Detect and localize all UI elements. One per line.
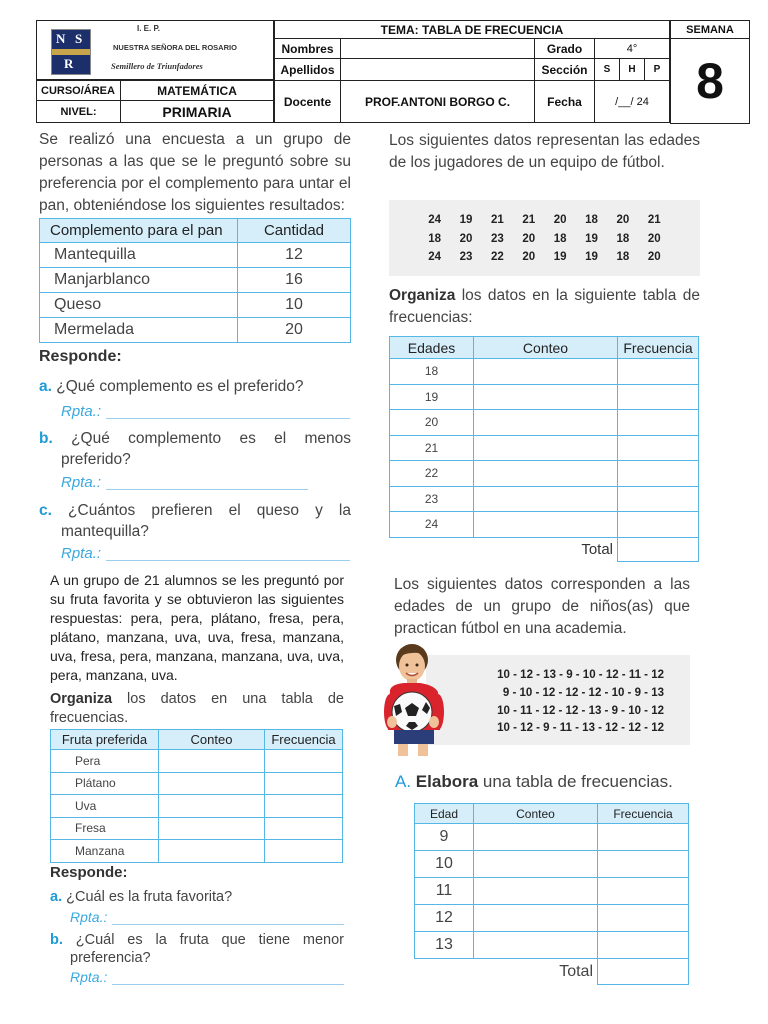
ex3-conteo-cell[interactable] <box>474 359 618 385</box>
ex4-data-row-4: 10 - 12 - 9 - 11 - 13 - 12 - 12 - 12 <box>497 722 664 734</box>
ex4-conteo-cell[interactable] <box>474 905 598 932</box>
ex1-complement-table <box>39 218 351 343</box>
table-row <box>415 905 689 932</box>
ex1-question-b: b. ¿Qué complemento es el menos preferido? <box>39 430 351 468</box>
semana-label: SEMANA <box>671 21 750 39</box>
ex1-rpta-c-label: Rpta.: <box>61 545 102 562</box>
ex2-question-a: a. ¿Cuál es la fruta favorita? <box>50 889 233 905</box>
ex1-item: Manjarblanco <box>40 268 238 293</box>
ex4-frecuencia-cell[interactable] <box>598 824 689 851</box>
ex3-edad: 20 <box>390 410 474 436</box>
ex3-edad: 19 <box>390 384 474 410</box>
table-row <box>51 840 343 863</box>
ex2-fruit-table <box>50 729 343 863</box>
school-crest-icon: N S R <box>51 29 91 75</box>
table-row <box>415 878 689 905</box>
table-row <box>390 410 699 436</box>
ex3-edad: 24 <box>390 512 474 538</box>
ex2-col-frecuencia: Frecuencia <box>265 730 343 750</box>
ex1-col-complemento: Complemento para el pan <box>40 219 238 243</box>
ex1-qty: 20 <box>238 318 351 343</box>
seccion-label: Sección <box>535 59 595 81</box>
ex1-rpta-b-label: Rpta.: <box>61 474 102 491</box>
table-row <box>390 384 699 410</box>
student-info-table <box>274 20 670 123</box>
ex1-question-a: a. ¿Qué complemento es el preferido? <box>39 378 304 395</box>
ex2-conteo-cell[interactable] <box>159 840 265 863</box>
table-row <box>51 750 343 773</box>
ex4-task: A. Elabora una tabla de frecuencias. <box>395 772 673 791</box>
curso-value: MATEMÁTICA <box>121 81 274 101</box>
ex4-conteo-cell[interactable] <box>474 824 598 851</box>
ex2-intro: A un grupo de 21 alumnos se les preguntó por su fruta favorita y se obtuvieron las siguientes respuestas: pera, pera, plátano, fresa, pera, plátano, manzana, uva, uva, fresa, manzana, uva, fresa, pera, manzana, manzana, uva, uva, pera, manzana, uva. <box>50 572 344 683</box>
ex2-question-b: b. ¿Cuál es la fruta que tiene menor preferencia? <box>50 932 345 966</box>
ex2-frecuencia-cell[interactable] <box>265 795 343 818</box>
ex3-frecuencia-cell[interactable] <box>618 384 699 410</box>
ex3-edad: 23 <box>390 486 474 512</box>
docente-label: Docente <box>275 81 341 123</box>
fecha-value: /__/ 24 <box>595 81 670 123</box>
seccion-option-p[interactable]: P <box>653 64 661 75</box>
ex1-item: Queso <box>40 293 238 318</box>
ex4-conteo-cell[interactable] <box>474 878 598 905</box>
ex2-fruit: Pera <box>51 750 159 773</box>
ex1-item: Mantequilla <box>40 243 238 268</box>
table-row <box>415 851 689 878</box>
ex3-frecuencia-cell[interactable] <box>618 359 699 385</box>
ex1-item: Mermelada <box>40 318 238 343</box>
ex2-frecuencia-cell[interactable] <box>265 817 343 840</box>
ex2-col-conteo: Conteo <box>159 730 265 750</box>
ex3-frecuencia-cell[interactable] <box>618 435 699 461</box>
ex2-rpta-a-label: Rpta.: <box>70 909 108 925</box>
seccion-option-h[interactable]: H <box>620 59 645 80</box>
ex3-data-box <box>389 200 700 276</box>
ex1-answer-line-a[interactable] <box>106 418 350 419</box>
ex4-data-box <box>426 655 690 745</box>
ex3-data-row-2: 18 20 23 20 18 19 18 20 <box>428 233 661 245</box>
ex4-data-row-1: 10 - 12 - 13 - 9 - 10 - 12 - 11 - 12 <box>497 669 664 681</box>
ex3-conteo-cell[interactable] <box>474 410 618 436</box>
ex4-edad: 12 <box>415 905 474 932</box>
course-info-table <box>36 80 274 123</box>
semana-number: 8 <box>671 39 750 124</box>
nombres-label: Nombres <box>275 39 341 59</box>
ex1-answer-line-c[interactable] <box>106 560 350 561</box>
nombres-field[interactable] <box>341 39 535 59</box>
ex2-col-fruta: Fruta preferida <box>51 730 159 750</box>
ex2-conteo-cell[interactable] <box>159 795 265 818</box>
ex1-qty: 12 <box>238 243 351 268</box>
school-iep: I. E. P. <box>137 24 160 33</box>
nivel-label: NIVEL: <box>37 101 121 123</box>
ex3-conteo-cell[interactable] <box>474 486 618 512</box>
ex4-total-label: Total <box>474 959 598 985</box>
boy-soccer-ball-illustration <box>382 640 446 756</box>
ex3-col-edades: Edades <box>390 337 474 359</box>
ex2-rpta-b-label: Rpta.: <box>70 969 108 985</box>
table-row <box>390 359 699 385</box>
ex1-rpta-a-label: Rpta.: <box>61 403 102 420</box>
ex4-data-row-2: 9 - 10 - 12 - 12 - 12 - 10 - 9 - 13 <box>502 687 664 699</box>
ex1-qty: 10 <box>238 293 351 318</box>
table-row <box>390 435 699 461</box>
ex3-edad: 21 <box>390 435 474 461</box>
table-row <box>390 512 699 538</box>
table-row <box>51 772 343 795</box>
ex1-question-c: c. ¿Cuántos prefieren el queso y la mantequilla? <box>39 502 351 540</box>
ex3-data-row-1: 24 19 21 21 20 18 20 21 <box>428 214 661 226</box>
ex4-edad-table <box>414 803 689 985</box>
ex1-intro: Se realizó una encuesta a un grupo de personas a las que se le preguntó sobre su preferencia por el complemento para untar el pan, obteniéndose los siguientes resultados: <box>39 131 351 214</box>
ex2-conteo-cell[interactable] <box>159 817 265 840</box>
ex3-intro: Los siguientes datos representan las edades de los jugadores de un equipo de fútbol. <box>389 132 700 171</box>
grado-label: Grado <box>535 39 595 59</box>
school-logo-block <box>36 20 274 80</box>
ex3-conteo-cell[interactable] <box>474 461 618 487</box>
ex3-edad: 18 <box>390 359 474 385</box>
table-row <box>40 293 351 318</box>
school-motto: Semillero de Triunfadores <box>111 61 203 71</box>
ex4-frecuencia-cell[interactable] <box>598 878 689 905</box>
ex2-responde: Responde: <box>50 864 128 881</box>
ex3-col-frecuencia: Frecuencia <box>618 337 699 359</box>
apellidos-field[interactable] <box>341 59 535 81</box>
apellidos-label: Apellidos <box>275 59 341 81</box>
ex4-frecuencia-cell[interactable] <box>598 932 689 959</box>
curso-label: CURSO/ÁREA <box>37 81 121 101</box>
ex3-total-label: Total <box>474 537 618 561</box>
ex1-answer-line-b[interactable] <box>106 489 308 490</box>
ex4-conteo-cell[interactable] <box>474 932 598 959</box>
ex1-qty: 16 <box>238 268 351 293</box>
ex3-frecuencia-cell[interactable] <box>618 461 699 487</box>
seccion-option-s[interactable]: S <box>595 59 620 80</box>
ex2-conteo-cell[interactable] <box>159 750 265 773</box>
ex2-answer-line-a[interactable] <box>112 924 344 925</box>
ex2-frecuencia-cell[interactable] <box>265 840 343 863</box>
ex3-frecuencia-cell[interactable] <box>618 410 699 436</box>
ex3-frecuencia-cell[interactable] <box>618 486 699 512</box>
ex4-col-frecuencia: Frecuencia <box>598 804 689 824</box>
ex4-edad: 13 <box>415 932 474 959</box>
tema-title: TEMA: TABLA DE FRECUENCIA <box>275 21 670 39</box>
ex4-frecuencia-cell[interactable] <box>598 905 689 932</box>
table-row <box>51 795 343 818</box>
ex3-data-row-3: 24 23 22 20 19 19 18 20 <box>428 251 661 263</box>
ex3-conteo-cell[interactable] <box>474 384 618 410</box>
ex4-col-edad: Edad <box>415 804 474 824</box>
table-row <box>415 824 689 851</box>
ex3-organiza: Organiza los datos en la siguiente tabla de frecuencias: <box>389 287 700 326</box>
grado-value: 4° <box>595 39 670 59</box>
ex2-fruit: Fresa <box>51 817 159 840</box>
docente-value: PROF.ANTONI BORGO C. <box>341 81 535 123</box>
ex2-answer-line-b[interactable] <box>112 984 344 985</box>
ex2-frecuencia-cell[interactable] <box>265 772 343 795</box>
fecha-label: Fecha <box>535 81 595 123</box>
school-name: NUESTRA SEÑORA DEL ROSARIO <box>113 43 237 52</box>
ex4-col-conteo: Conteo <box>474 804 598 824</box>
ex2-frecuencia-cell[interactable] <box>265 750 343 773</box>
ex2-fruit: Plátano <box>51 772 159 795</box>
ex2-fruit: Uva <box>51 795 159 818</box>
ex3-conteo-cell[interactable] <box>474 512 618 538</box>
ex2-conteo-cell[interactable] <box>159 772 265 795</box>
table-row <box>40 318 351 343</box>
semana-table <box>670 20 750 124</box>
ex3-col-conteo: Conteo <box>474 337 618 359</box>
ex4-data-row-3: 10 - 11 - 12 - 12 - 13 - 9 - 10 - 12 <box>497 705 664 717</box>
table-row <box>40 243 351 268</box>
ex2-organiza: Organiza los datos en una tabla de frecuencias. <box>50 691 344 726</box>
ex4-edad: 10 <box>415 851 474 878</box>
table-row <box>40 268 351 293</box>
ex4-conteo-cell[interactable] <box>474 851 598 878</box>
ex3-total-cell[interactable] <box>618 537 699 561</box>
ex4-total-cell[interactable] <box>598 959 689 985</box>
ex1-col-cantidad: Cantidad <box>238 219 351 243</box>
table-row <box>390 486 699 512</box>
table-row <box>51 817 343 840</box>
ex3-frecuencia-cell[interactable] <box>618 512 699 538</box>
ex2-fruit: Manzana <box>51 840 159 863</box>
ex4-edad: 11 <box>415 878 474 905</box>
table-row <box>390 461 699 487</box>
ex4-frecuencia-cell[interactable] <box>598 851 689 878</box>
ex3-edad: 22 <box>390 461 474 487</box>
table-row <box>415 932 689 959</box>
ex3-edades-table <box>389 336 699 562</box>
nivel-value: PRIMARIA <box>121 101 274 123</box>
ex4-intro: Los siguientes datos corresponden a las edades de un grupo de niños(as) que practican fútbol en una academia. <box>394 576 690 637</box>
ex4-edad: 9 <box>415 824 474 851</box>
ex1-responde: Responde: <box>39 348 122 365</box>
ex3-conteo-cell[interactable] <box>474 435 618 461</box>
